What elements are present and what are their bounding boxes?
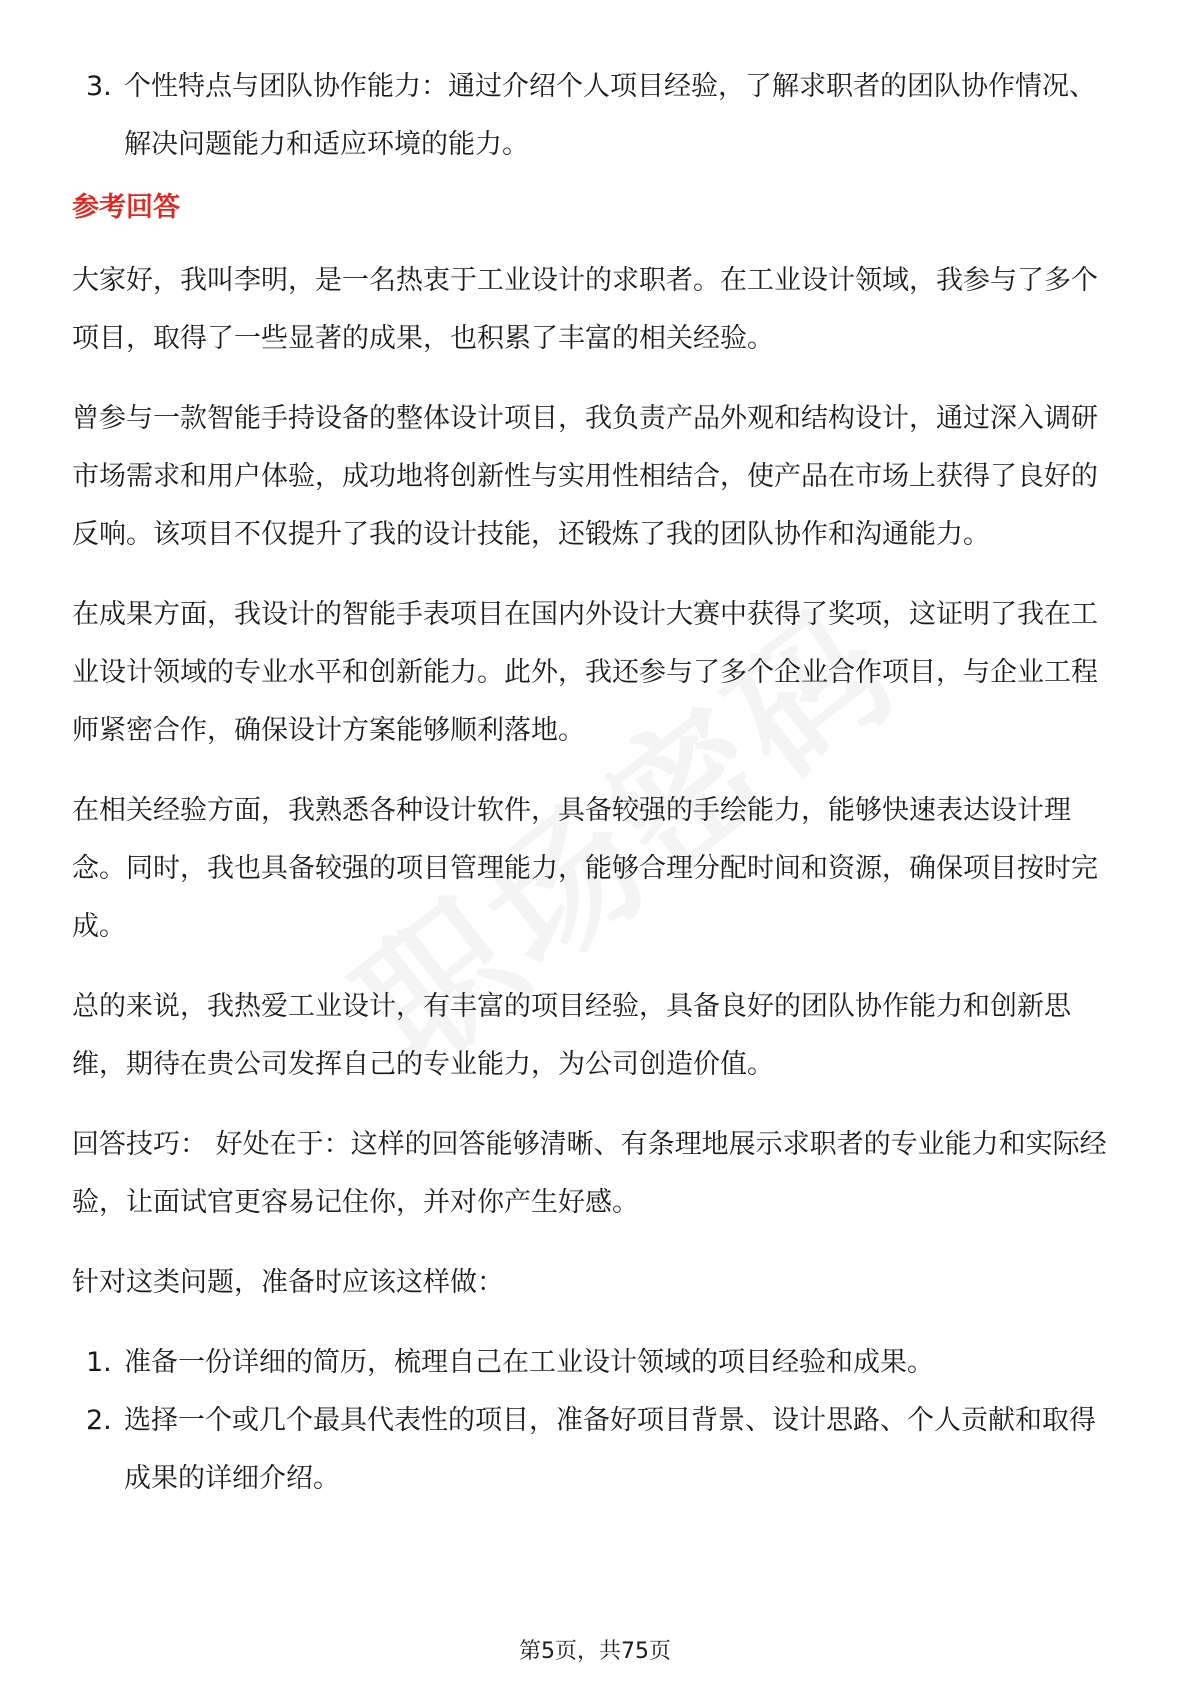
- list-number: 1.: [86, 1347, 112, 1378]
- section-title: 参考回答: [72, 192, 180, 223]
- paragraph-intro: 大家好，我叫李明，是一名热衷于工业设计的求职者。在工业设计领域，我参与了多个项目，取得了一些显著的成果，也积累了丰富的相关经验。: [72, 265, 1098, 354]
- list-item-text: 个性特点与团队协作能力：通过介绍个人项目经验，了解求职者的团队协作情况、解决问题能力和适应环境的能力。: [124, 71, 1096, 160]
- paragraph-achievements: 在成果方面，我设计的智能手表项目在国内外设计大赛中获得了奖项，这证明了我在工业设计领域的专业水平和创新能力。此外，我还参与了多个企业合作项目，与企业工程师紧密合作，确保设计方案能够顺利落地。: [72, 599, 1098, 746]
- list-item-1: [72, 1334, 1122, 1392]
- list-item-text: 准备一份详细的简历，梳理自己在工业设计领域的项目经验和成果。: [124, 1347, 934, 1378]
- list-item-2: [72, 1392, 1122, 1508]
- page-footer: 第5页，共75页: [519, 1639, 671, 1664]
- paragraph-answer-tips: 回答技巧： 好处在于：这样的回答能够清晰、有条理地展示求职者的专业能力和实际经验，让面试官更容易记住你，并对你产生好感。: [72, 1129, 1107, 1218]
- paragraph-summary: 总的来说，我热爱工业设计，有丰富的项目经验，具备良好的团队协作能力和创新思维，期待在贵公司发挥自己的专业能力，为公司创造价值。: [72, 991, 1071, 1080]
- paragraph-experience: 在相关经验方面，我熟悉各种设计软件，具备较强的手绘能力，能够快速表达设计理念。同时，我也具备较强的项目管理能力，能够合理分配时间和资源，确保项目按时完成。: [72, 795, 1098, 942]
- list-item-3: [72, 58, 1122, 174]
- list-item-text: 选择一个或几个最具代表性的项目，准备好项目背景、设计思路、个人贡献和取得成果的详细介绍。: [124, 1405, 1096, 1494]
- paragraph-project: 曾参与一款智能手持设备的整体设计项目，我负责产品外观和结构设计，通过深入调研市场需求和用户体验，成功地将创新性与实用性相结合，使产品在市场上获得了良好的反响。该项目不仅提升了我的设计技能，还锻炼了我的团队协作和沟通能力。: [72, 403, 1098, 550]
- paragraph-prep-intro: 针对这类问题，准备时应该这样做：: [72, 1267, 504, 1298]
- prep-list: [72, 1334, 1122, 1508]
- page-content: [72, 58, 1122, 1508]
- list-number: 3.: [86, 71, 112, 102]
- list-number: 2.: [86, 1405, 112, 1436]
